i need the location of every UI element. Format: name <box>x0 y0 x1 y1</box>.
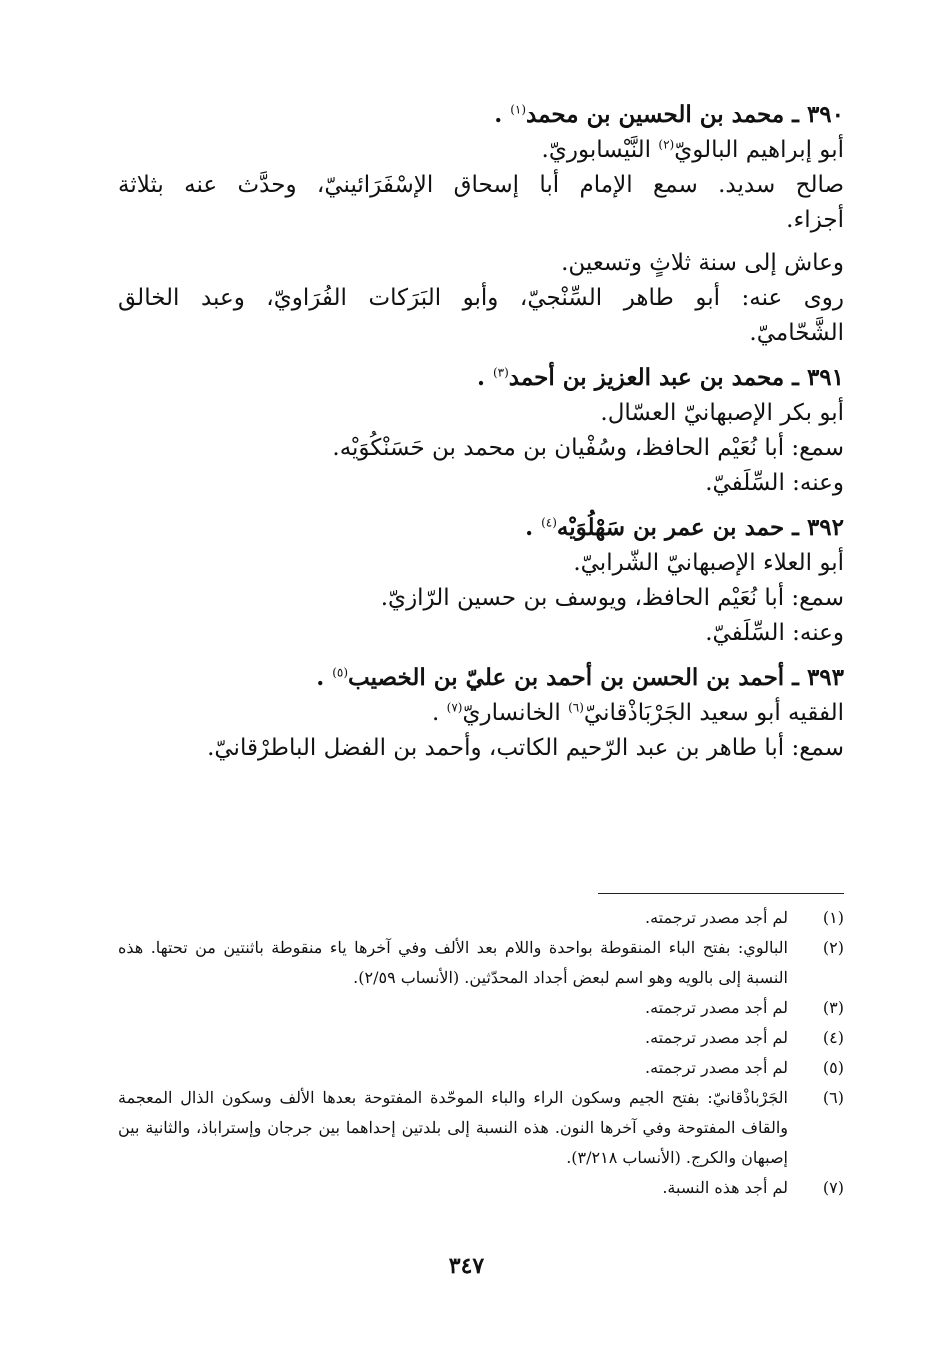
entry-line: وعنه: السِّلَفيّ. <box>705 470 844 496</box>
footnote-number: (٦) <box>822 1088 844 1107</box>
footnote <box>118 993 844 1023</box>
entry-line: روى عنه: أبو طاهر السِّنْجيّ، وأبو البَرَكات الفُرَاويّ، وعبد الخالق <box>118 285 844 311</box>
footnotes <box>118 903 844 1203</box>
entry-line: أبو إبراهيم البالويّ$^{(٢)}$ النَّيْسابوريّ. <box>541 137 844 163</box>
footnote <box>118 1083 844 1173</box>
footnote-text: لم أجد مصدر ترجمته. <box>645 1028 788 1047</box>
entry-line: أجزاء. <box>786 207 844 233</box>
entry-heading: ٣٩٠ ـ محمد بن الحسين بن محمد$^{(١)}$ . <box>494 101 844 128</box>
footnote-text: لم أجد مصدر ترجمته. <box>645 1058 788 1077</box>
entry-heading: ٣٩١ ـ محمد بن عبد العزيز بن أحمد$^{(٣)}$ . <box>476 364 844 391</box>
entry-line: صالح سديد. سمع الإمام أبا إسحاق الإسْفَرَائينيّ، وحدَّث عنه بثلاثة <box>118 172 844 198</box>
entry-line: سمع: أبا طاهر بن عبد الرّحيم الكاتب، وأحمد بن الفضل الباطرْقانيّ. <box>207 735 844 761</box>
footnote-text: الجَرْباذْقانيّ: بفتح الجيم وسكون الراء والباء الموحّدة المفتوحة بعدها الألف وسكون الذال المعجمة والقاف المفتوحة وفي آخرها النون. هذه النسبة إلى بلدتين إحداهما بين جرجان وإستراباذ، والثانية بين إصبهان والكرج. (الأنساب ٣/٢١٨). <box>118 1088 788 1167</box>
page-number: ٣٤٧ <box>448 1253 485 1279</box>
footnote-text: لم أجد مصدر ترجمته. <box>645 908 788 927</box>
entry-line: وعاش إلى سنة ثلاثٍ وتسعين. <box>561 250 844 276</box>
entry-line: الفقيه أبو سعيد الجَرْبَاذْقانيّ$^{(٦)}$ الخانساريّ$^{(٧)}$ . <box>432 700 844 726</box>
footnote-ref: (٤) <box>541 515 557 530</box>
footnote <box>118 1173 844 1203</box>
footnote-text: لم أجد هذه النسبة. <box>662 1178 788 1197</box>
footnote <box>118 933 844 993</box>
footnote-number: (١) <box>822 908 844 927</box>
footnote-number: (٥) <box>822 1058 844 1077</box>
main-text <box>118 96 844 766</box>
entry-line: سمع: أبا نُعَيْم الحافظ، ويوسف بن حسين الرّازيّ. <box>380 585 844 611</box>
footnote <box>118 903 844 933</box>
footnote <box>118 1023 844 1053</box>
footnote-number: (٢) <box>822 938 844 957</box>
entry-heading: ٣٩٢ ـ حمد بن عمر بن سَهْلُوَيْه$^{(٤)}$ . <box>525 514 844 541</box>
footnote-ref: (٣) <box>492 365 509 380</box>
entry-line: أبو بكر الإصبهانيّ العسّال. <box>600 400 844 426</box>
footnote-ref: (١) <box>510 102 527 117</box>
footnote-text: البالوي: بفتح الباء المنقوطة بواحدة واللام بعد الألف وفي آخرها ياء منقوطة باثنتين من تحتها. هذه النسبة إلى بالويه وهو اسم لبعض أجداد المحدّثين. (الأنساب ٢/٥٩). <box>118 938 788 987</box>
footnote-divider <box>598 893 844 894</box>
footnote-text: لم أجد مصدر ترجمته. <box>645 998 788 1017</box>
footnote-ref: (٦) <box>568 700 584 715</box>
entry-heading: ٣٩٣ ـ أحمد بن الحسن بن أحمد بن عليّ بن الخصيب$^{(٥)}$ . <box>316 664 844 691</box>
footnote-number: (٤) <box>822 1028 844 1047</box>
footnote-ref: (٥) <box>332 665 349 680</box>
footnote-ref: (٧) <box>446 700 463 715</box>
entry-line: سمع: أبا نُعَيْم الحافظ، وسُفْيان بن محمد بن حَسَنْكُوَيْه. <box>332 435 844 461</box>
footnote-number: (٣) <box>822 998 844 1017</box>
entry-line: الشَّحّاميّ. <box>749 320 844 346</box>
entry-line: وعنه: السِّلَفيّ. <box>705 620 844 646</box>
footnote-ref: (٢) <box>658 137 675 152</box>
footnote-number: (٧) <box>822 1178 844 1197</box>
footnote <box>118 1053 844 1083</box>
entry-line: أبو العلاء الإصبهانيّ الشّرابيّ. <box>573 550 844 576</box>
